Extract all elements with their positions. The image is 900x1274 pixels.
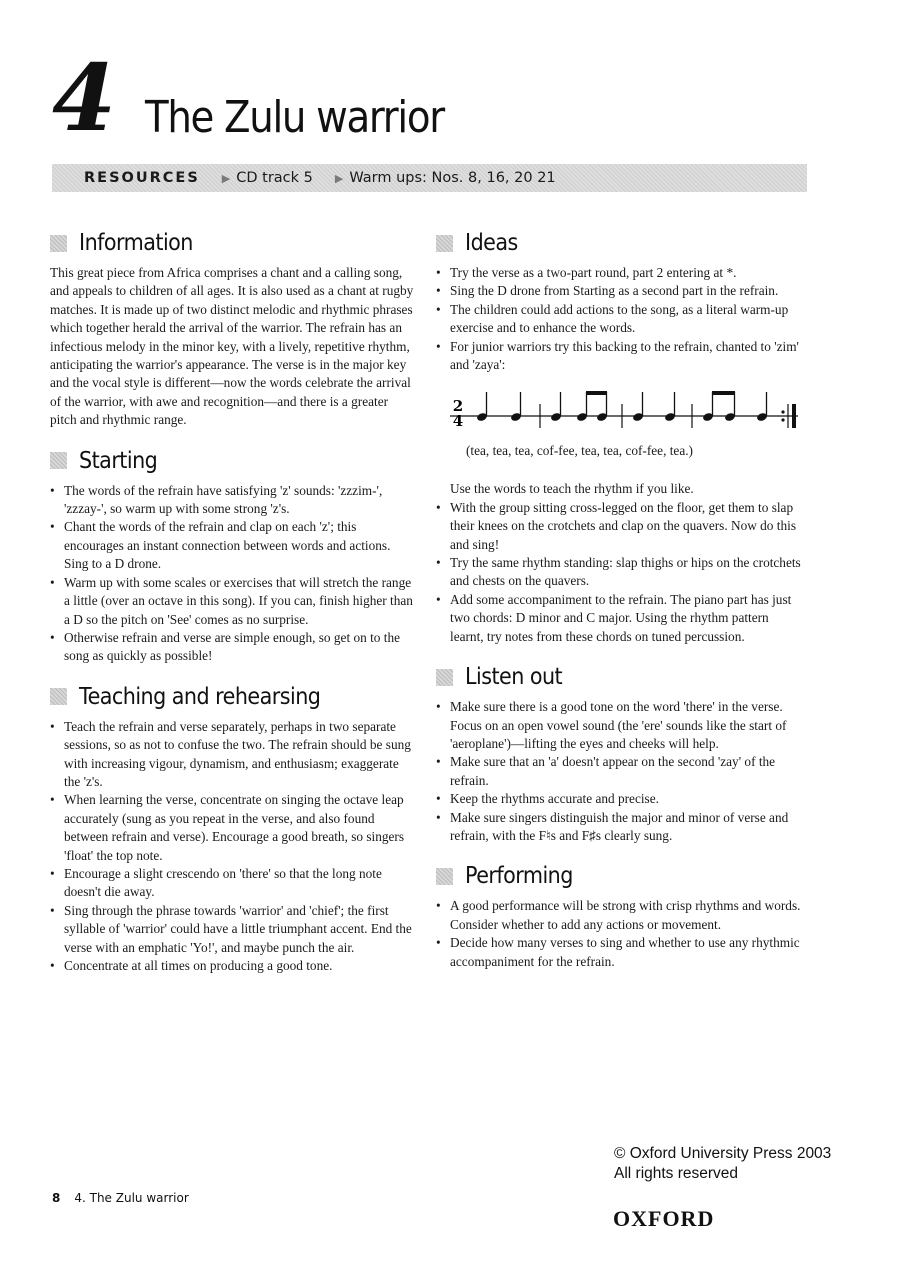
section-information-header: [50, 228, 416, 258]
list-item: • Concentrate at all times on producing a good tone.: [50, 957, 416, 975]
section-starting-header: [50, 446, 416, 476]
section-box-icon: [436, 868, 453, 885]
performing-list: [436, 897, 802, 971]
list-item: • Sing through the phrase towards 'warrior' and 'chief'; the first syllable of 'warrior' could have a little triumphant accent. End the verse with an emphatic 'Yo!', and maybe punch the air.: [50, 902, 416, 957]
section-title: Listen out: [465, 664, 563, 691]
section-ideas-header: [436, 228, 802, 258]
list-item: • The children could add actions to the song, as a literal warm-up exercise and to enhance the words.: [436, 301, 802, 338]
quaver-beam: [586, 391, 607, 395]
repeat-dot: [781, 411, 784, 414]
section-box-icon: [436, 235, 453, 252]
list-item: • The words of the refrain have satisfying 'z' sounds: 'zzzim-', 'zzzay-', so warm up with some strong 'z's.: [50, 482, 416, 519]
section-box-icon: [50, 452, 67, 469]
time-sig-bottom: 4: [452, 412, 464, 431]
section-listen-header: [436, 662, 802, 692]
listen-list: [436, 698, 802, 845]
resource-item-label: CD track 5: [236, 170, 313, 186]
quaver-beam: [712, 391, 735, 395]
ideas-list-continued: [436, 499, 802, 646]
list-item: • Make sure that an 'a' doesn't appear on the second 'zay' of the refrain.: [436, 753, 802, 790]
right-column: [436, 228, 802, 971]
list-item: • Otherwise refrain and verse are simple enough, so get on to the song as quickly as possible!: [50, 629, 416, 666]
section-title: Ideas: [465, 230, 518, 256]
triangle-right-icon: ▶: [221, 171, 231, 185]
section-box-icon: [436, 669, 453, 686]
page-number: 8: [52, 1191, 61, 1205]
list-item: • Teach the refrain and verse separately, perhaps in two separate sessions, so as not to confuse the two. The refrain should be sung with increasing vigour, dynamism, and enthusiasm; exaggerate the 'z's.: [50, 718, 416, 792]
ideas-after-music: Use the words to teach the rhythm if you like.: [450, 481, 694, 497]
list-item: • Add some accompaniment to the refrain. The piano part has just two chords: D minor and C major. Using the rhythm pattern learnt, try notes from these chords on tuned percussion.: [436, 591, 802, 646]
resource-item-label: Warm ups: Nos. 8, 16, 20 21: [349, 170, 556, 186]
section-teaching-header: [50, 682, 416, 712]
left-column: [50, 228, 416, 975]
list-item: • Encourage a slight crescendo on 'there' so that the long note doesn't die away.: [50, 865, 416, 902]
resource-cd-track: [222, 170, 313, 186]
triangle-right-icon: ▶: [334, 171, 344, 185]
starting-list: [50, 482, 416, 666]
list-item: • When learning the verse, concentrate on singing the octave leap accurately (sung as you repeat in the verse, and also found between refrain and verse). Encourage a good breath, so singers 'float' the top note.: [50, 791, 416, 865]
section-box-icon: [50, 688, 67, 705]
list-item: • With the group sitting cross-legged on the floor, get them to slap their knees on the crotchets and clap on the quavers. Now do this and sing!: [436, 499, 802, 554]
chapter-title: The Zulu warrior: [145, 92, 444, 143]
list-item: • Try the verse as a two-part round, part 2 entering at *.: [436, 264, 802, 282]
list-item: • Keep the rhythms accurate and precise.: [436, 790, 802, 808]
list-item: • Chant the words of the refrain and clap on each 'z'; this encourages an instant connection between words and actions. Sing to a D drone.: [50, 518, 416, 573]
list-item: • Make sure singers distinguish the major and minor of verse and refrain, with the F♮s and F♯s clearly sung.: [436, 809, 802, 846]
publisher-logo: OXFORD: [613, 1206, 715, 1231]
copyright-notice: [614, 1144, 831, 1184]
section-box-icon: [50, 235, 67, 252]
chapter-header: [50, 44, 870, 162]
section-title: Performing: [465, 863, 573, 890]
list-item: • Make sure there is a good tone on the word 'there' in the verse. Focus on an open vowel sound (the 'ere' sounds like the start of 'aeroplane')—lifting the eyes and cheeks will help.: [436, 698, 802, 753]
time-sig-top: 2: [452, 397, 464, 416]
repeat-thick-bar: [792, 404, 796, 428]
repeat-dot: [781, 419, 784, 422]
list-item: • Try the same rhythm standing: slap thighs or hips on the crotchets and chests on the quavers.: [436, 554, 802, 591]
information-text: This great piece from Africa comprises a chant and a calling song, and appeals to children of all ages. It is also used as a chant at rugby matches. It is made up of two distinct melodic and rhythmic phrases which together herald the arrival of the warrior. The refrain has an infectious melody in the minor key, with a lively, repetitive rhythm, anticipating the warrior's appearance. The verse is in the major key and the vocal style is different—now the words celebrate the arrival of the warrior, with awe and recognition—and there is a greater pitch and rhythmic range.: [50, 265, 414, 428]
list-item: • Sing the D drone from Starting as a second part in the refrain.: [436, 282, 802, 300]
ideas-list: [436, 264, 802, 374]
teaching-list: [50, 718, 416, 976]
copyright-line: © Oxford University Press 2003: [614, 1145, 832, 1162]
resources-bar: [52, 164, 807, 192]
list-item: • Warm up with some scales or exercises that will stretch the range a little (over an octave in this song). If you can, finish higher than a D so the pitch on 'See' comes as no surprise.: [50, 574, 416, 629]
resources-label: RESOURCES: [84, 170, 200, 186]
list-item: • Decide how many verses to sing and whether to use any rhythmic accompaniment for the refrain.: [436, 934, 802, 971]
section-title: Information: [79, 230, 193, 256]
running-title: 4. The Zulu warrior: [74, 1191, 189, 1205]
chapter-number: 4: [52, 44, 117, 152]
list-item: • A good performance will be strong with crisp rhythms and words. Consider whether to add any actions or movement.: [436, 897, 802, 934]
rhythm-staff: [436, 380, 802, 440]
section-title: Teaching and rehearsing: [79, 683, 321, 710]
rhythm-lyrics: (tea, tea, tea, cof-fee, tea, tea, cof-fee, tea.): [466, 443, 693, 459]
rights-line: All rights reserved: [614, 1165, 739, 1182]
list-item: • For junior warriors try this backing to the refrain, chanted to 'zim' and 'zaya':: [436, 338, 802, 375]
resource-warm-ups: [335, 170, 556, 186]
section-performing-header: [436, 861, 802, 891]
rhythm-notation: [436, 380, 802, 480]
page-footer: [52, 1191, 189, 1205]
section-title: Starting: [79, 447, 158, 474]
